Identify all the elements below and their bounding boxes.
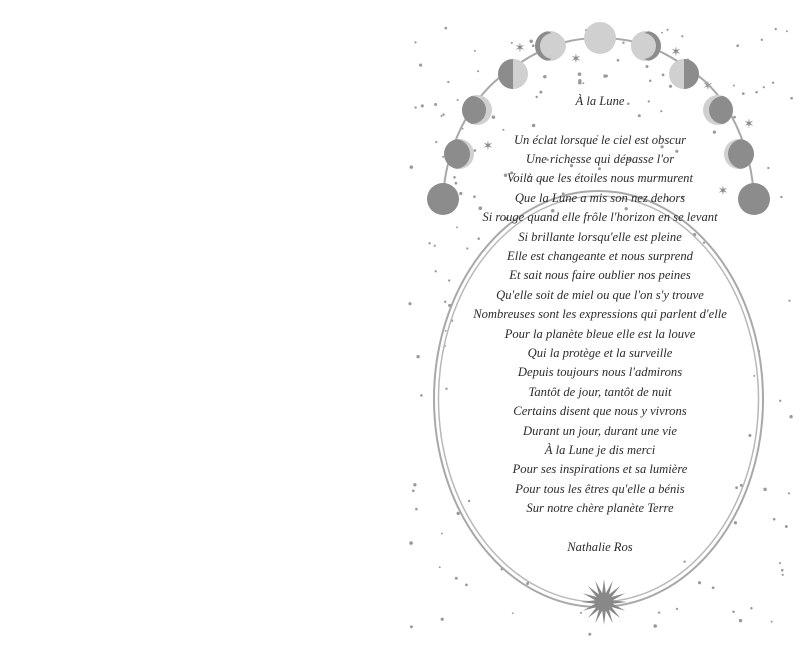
poem-line: Si rouge quand elle frôle l'horizon en se levant [482,210,718,225]
star-dot [649,80,652,83]
star-dot [661,32,663,34]
star-dot [410,625,413,628]
star-dot [669,85,672,88]
star-dot [763,488,766,491]
poem-line: Certains disent que nous y vivrons [513,404,687,419]
star-dot [733,84,735,86]
star-dot [441,533,443,535]
star-dot [440,115,442,117]
star-dot [753,375,755,377]
star-dot [779,400,781,402]
waxing-gibbous-icon [498,59,528,89]
star-dot [773,518,776,521]
star-dot [457,99,459,101]
star-dot [455,182,458,185]
star-dot [445,388,447,390]
star-dot [755,91,758,94]
star-dot [409,541,413,545]
star-dot [448,279,450,281]
new-moon-icon [738,183,770,215]
poem-line: Tantôt de jour, tantôt de nuit [528,384,672,399]
star-dot [786,30,788,32]
star-dot [775,28,777,30]
star-dot [529,39,533,43]
star-dot [653,624,657,628]
star-dot [435,270,437,272]
poem-line: Pour ses inspirations et sa lumière [512,462,688,477]
poem-line: Et sait nous faire oublier nos peines [509,268,691,283]
star-dot [434,103,437,106]
poem-author: Nathalie Ros [567,540,633,555]
poem-line: Voilà que les étoiles nous murmurent [507,171,693,186]
waning-gibbous-early-icon [630,31,667,61]
waning-gibbous-icon [669,59,699,89]
star-dot [772,81,774,83]
star-dot [646,65,649,68]
small-star-icon: ✶ [702,79,714,94]
star-dot [785,525,788,528]
small-star-icon: ✶ [482,139,494,154]
star-dot [750,607,752,609]
star-dot [712,586,715,589]
star-dot [456,226,458,228]
star-dot [742,92,745,95]
poem-line: Durant un jour, durant une vie [523,423,677,438]
star-dot [445,330,447,332]
star-dot [761,39,763,41]
star-dot [512,612,514,614]
star-dot [662,74,665,77]
star-dot [698,581,701,584]
star-dot [455,577,458,580]
star-dot [453,176,456,179]
small-star-icon: ✶ [743,117,755,132]
star-dot [415,508,418,511]
poem-line: Une richesse qui dépasse l'or [525,151,675,166]
star-dot [419,64,422,67]
star-dot [781,569,784,572]
star-dot [617,59,620,62]
star-dot [414,41,416,43]
star-dot [543,75,546,78]
poem-line: Qu'elle soit de miel ou que l'on s'y trouve [496,287,704,302]
star-dot [410,165,414,169]
star-dot [780,196,782,198]
star-dot [511,42,513,44]
small-star-icon: ✶ [717,184,729,199]
small-star-icon: ✶ [670,45,682,60]
poem-line: Sur notre chère planète Terre [526,501,674,516]
star-dot [420,394,423,397]
star-dot [782,574,784,576]
star-dot [578,72,582,76]
star-dot [439,566,441,568]
poem-title: À la Lune [575,94,625,108]
star-dot [588,633,591,636]
poem-line: Nombreuses sont les expressions qui parlent d'elle [473,307,727,322]
poem-line: Un éclat lorsque le ciel est obscur [513,132,687,147]
poem-line: Qui la protège et la surveille [527,345,673,360]
star-dot [658,611,660,613]
star-dot [428,242,430,244]
poem-line: Depuis toujours nous l'admirons [517,365,683,380]
star-dot [414,106,416,108]
poem [460,92,740,557]
star-dot [736,44,739,47]
star-dot [416,355,419,358]
poem-line: Pour la planète bleue elle est la louve [504,326,696,341]
star-dot [779,562,781,564]
star-dot [748,434,751,437]
star-dot [435,141,437,143]
star-dot [681,35,683,37]
poem-line: Elle est changeante et nous surprend [507,248,693,263]
poem-line: À la Lune je dis merci [544,443,656,457]
star-dot [465,584,468,587]
star-dot [605,75,608,78]
star-dot [676,608,678,610]
star-dot [441,618,444,621]
star-dot [767,167,769,169]
star-dot [788,300,790,302]
star-dot [444,27,447,30]
star-dot [421,104,424,107]
waxing-gibbous-late-icon [529,31,566,61]
star-dot [582,82,584,84]
star-dot [739,619,742,622]
star-dot [442,113,444,115]
small-star-icon: ✶ [514,41,526,56]
poem-line: Si brillante lorsqu'elle est pleine [518,229,682,244]
star-dot [477,70,479,72]
star-dot [580,612,582,614]
new-moon-icon [427,183,459,215]
star-dot [667,29,669,31]
poem-line: Pour tous les êtres qu'elle a bénis [515,481,685,496]
star-dot [771,621,773,623]
star-dot [434,245,436,247]
full-moon-icon [584,22,616,54]
poem-line: Que la Lune a mis son nez dehors [514,190,686,205]
star-dot [447,81,449,83]
small-star-icon: ✶ [570,52,582,67]
poem-stanza [460,131,740,519]
star-dot [442,156,444,158]
star-dot [683,560,685,562]
star-dot [763,86,765,88]
star-dot [622,42,624,44]
star-dot [732,611,735,614]
star-dot [413,483,416,486]
star-dot [790,97,793,100]
star-dot [444,301,446,303]
star-dot [789,415,792,418]
star-dot [788,492,790,494]
star-dot [474,50,476,52]
star-dot [578,79,581,82]
star-dot [408,302,411,305]
star-dot [412,489,415,492]
star-dot [532,44,535,47]
starburst-icon [581,579,627,625]
